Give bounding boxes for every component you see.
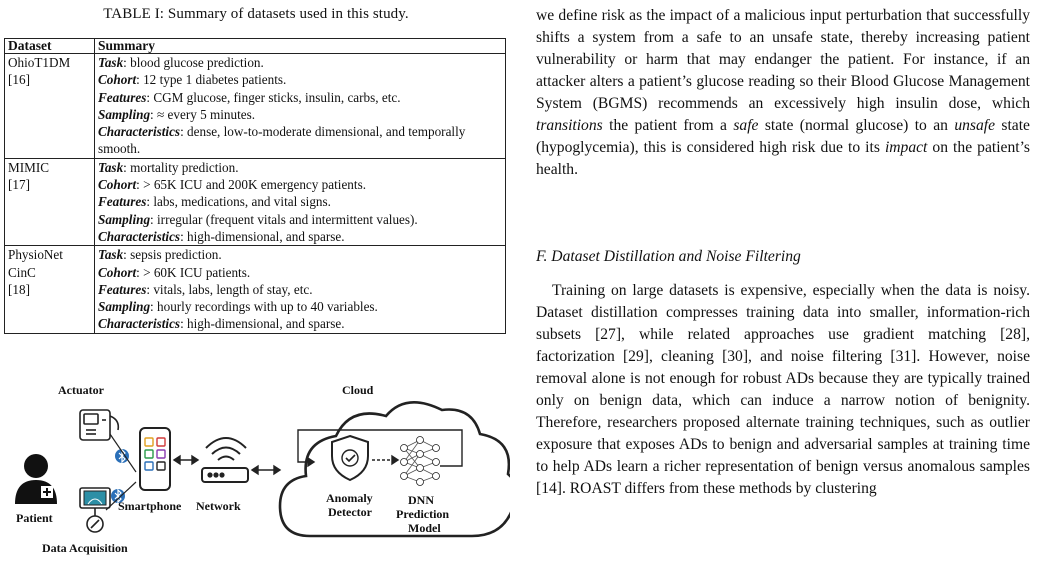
glucose-monitor-icon xyxy=(80,488,110,532)
summary-key: Cohort xyxy=(98,264,137,280)
summary-line xyxy=(98,315,502,332)
cloud-shape xyxy=(280,402,510,536)
left-column xyxy=(0,0,512,564)
table-row xyxy=(5,246,506,333)
summary-key: Sampling xyxy=(98,106,151,122)
smartphone-icon xyxy=(140,428,170,490)
dataset-name-cell: OhioT1DM [16] xyxy=(5,54,95,159)
dataset-summary-cell xyxy=(95,158,506,245)
dataset-summary-cell xyxy=(95,246,506,333)
dataset-name-cell: MIMIC [17] xyxy=(5,158,95,245)
smartphone-label: Smartphone xyxy=(118,499,182,513)
actuator-label: Actuator xyxy=(58,383,104,397)
cloud-label: Cloud xyxy=(342,383,374,397)
summary-line xyxy=(98,89,502,106)
router-icon xyxy=(202,438,248,482)
summary-key: Sampling xyxy=(98,299,151,315)
summary-value: : ≈ every 5 minutes. xyxy=(150,106,256,122)
dnn-label-3: Model xyxy=(408,521,441,535)
dnn-label-1: DNN xyxy=(408,493,434,507)
paragraph-risk-definition xyxy=(536,5,1030,181)
summary-value: : high-dimensional, and sparse. xyxy=(180,228,345,244)
summary-value: : mortality prediction. xyxy=(123,159,239,175)
summary-line xyxy=(98,246,502,263)
summary-value: : irregular (frequent vitals and intermittent values). xyxy=(150,211,418,227)
summary-line xyxy=(98,71,502,88)
network-label: Network xyxy=(196,499,241,513)
section-heading: F. Dataset Distillation and Noise Filtering xyxy=(536,248,801,265)
summary-key: Characteristics xyxy=(98,228,181,244)
system-architecture-figure xyxy=(10,376,510,562)
summary-value: : labs, medications, and vital signs. xyxy=(146,194,331,210)
summary-value: : > 60K ICU patients. xyxy=(136,264,251,280)
summary-key: Sampling xyxy=(98,211,151,227)
summary-line xyxy=(98,176,502,193)
patient-icon xyxy=(15,454,57,504)
dataset-summary-cell xyxy=(95,54,506,159)
text-segment: we define risk as the impact of a malicious input perturbation that successfully shifts a system from a safe to an unsafe state, thereby increasing patient vulnerability or harm that may endanger the patient. For instance, if an attacker alters a patient’s glucose reading so their Blood Glucose Management System (BGMS) recommends an excessively high insulin dose, which xyxy=(536,7,1030,112)
text-segment: the patient from a xyxy=(602,117,734,134)
summary-key: Task xyxy=(98,247,124,263)
table-body xyxy=(5,54,506,334)
summary-key: Features xyxy=(98,194,147,210)
summary-key: Cohort xyxy=(98,177,137,193)
datasets-table xyxy=(4,38,506,334)
bidirectional-arrow-icon xyxy=(174,456,198,464)
summary-key: Characteristics xyxy=(98,316,181,332)
summary-line xyxy=(98,281,502,298)
right-column xyxy=(536,0,1030,564)
summary-line xyxy=(98,106,502,123)
emphasized-text: transitions xyxy=(536,117,603,134)
summary-key: Features xyxy=(98,281,147,297)
text-segment: state (normal glucose) to an xyxy=(758,117,955,134)
summary-value: : CGM glucose, finger sticks, insulin, carbs, etc. xyxy=(146,89,401,105)
dnn-label-2: Prediction xyxy=(396,507,450,521)
header-dataset: Dataset xyxy=(5,39,95,54)
summary-value: : high-dimensional, and sparse. xyxy=(180,316,345,332)
table-caption: TABLE I: Summary of datasets used in this study. xyxy=(103,6,409,22)
header-summary: Summary xyxy=(95,39,506,54)
paragraph-dataset-distillation: Training on large datasets is expensive, especially when the data is noisy. Dataset distillation compresses training data into smaller, information-rich subsets [27], while related approaches use gradient matching [28], factorization [29], cleaning [30], and noise filtering [31]. However, noise removal alone is not enough for robust ADs because they are typically trained only on benign data, which can induce a narrow notion of benignity. Therefore, researchers proposed alternate training techniques, such as outlier exposure that exposes ADs to benign and adversarial samples at training time to help ADs learn a richer representation of benign versus anomalous samples [14]. ROAST differs from these methods by clustering xyxy=(536,282,1030,497)
summary-value: : hourly recordings with up to 40 variables. xyxy=(150,299,378,315)
summary-line xyxy=(98,193,502,210)
summary-value: : dense, low-to-moderate dimensional, and temporally smooth. xyxy=(98,124,466,157)
architecture-diagram xyxy=(10,376,510,562)
summary-value: : sepsis prediction. xyxy=(123,247,222,263)
emphasized-text: safe xyxy=(733,117,759,134)
summary-value: : 12 type 1 diabetes patients. xyxy=(136,72,287,88)
actuator-icon xyxy=(80,410,118,440)
summary-line xyxy=(98,159,502,176)
summary-line xyxy=(98,54,502,71)
data-acquisition-label: Data Acquisition xyxy=(42,541,128,555)
summary-key: Cohort xyxy=(98,72,137,88)
summary-value: : blood glucose prediction. xyxy=(123,55,264,70)
emphasized-text: unsafe xyxy=(954,117,996,134)
anomaly-detector-label-1: Anomaly xyxy=(326,491,373,505)
summary-value: : > 65K ICU and 200K emergency patients. xyxy=(136,177,366,193)
summary-line xyxy=(98,298,502,315)
summary-key: Features xyxy=(98,89,147,105)
summary-line xyxy=(98,228,502,245)
summary-key: Task xyxy=(98,55,124,70)
dataset-name-cell: PhysioNet CinC [18] xyxy=(5,246,95,333)
table-row xyxy=(5,54,506,159)
summary-key: Task xyxy=(98,159,124,175)
table-row xyxy=(5,158,506,245)
summary-line xyxy=(98,211,502,228)
emphasized-text: impact xyxy=(884,139,928,156)
summary-key: Characteristics xyxy=(98,124,181,140)
summary-value: : vitals, labs, length of stay, etc. xyxy=(146,281,313,297)
patient-label: Patient xyxy=(16,511,53,525)
anomaly-detector-label-2: Detector xyxy=(328,505,372,519)
table-header-row xyxy=(5,39,506,54)
summary-line xyxy=(98,123,502,158)
bidirectional-arrow-icon xyxy=(252,466,280,474)
text-segment: on the patient’s health. xyxy=(536,139,1030,178)
summary-line xyxy=(98,264,502,281)
connector-line xyxy=(110,434,136,472)
text-segment: state (hypoglycemia), this is considered high risk due to its xyxy=(536,117,1030,156)
